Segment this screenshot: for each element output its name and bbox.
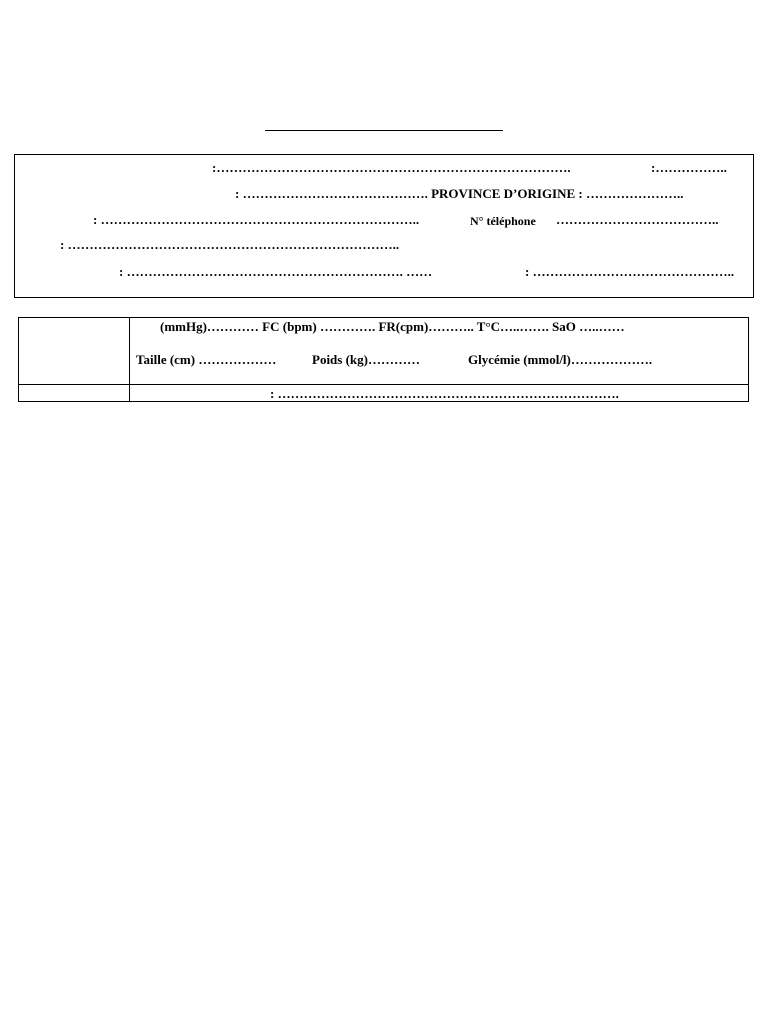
info-row-2-province[interactable]: : ……………………………………. PROVINCE D’ORIGINE : ………………….. bbox=[235, 186, 684, 201]
vitals-row-1[interactable]: (mmHg)………… FC (bpm) …………. FR(cpm)……….. T°C…..……. SaO …..…… bbox=[160, 319, 625, 334]
info-row-4-field-a[interactable]: : ………………………………………………………………….. bbox=[60, 237, 400, 252]
taille-field[interactable]: Taille (cm) ……………… bbox=[136, 352, 277, 367]
info-row-5-field-b[interactable]: : ……………………………………….. bbox=[525, 264, 735, 279]
table-column-divider bbox=[129, 318, 130, 401]
table-row-divider bbox=[19, 384, 748, 385]
phone-label: N° téléphone bbox=[470, 214, 536, 228]
phone-field[interactable]: ……………………………….. bbox=[556, 212, 719, 227]
glycemie-field[interactable]: Glycémie (mmol/l)………………. bbox=[468, 352, 653, 367]
title-underline bbox=[265, 130, 503, 131]
vitals-row-3[interactable]: : ……………………………………………………………………. bbox=[270, 386, 619, 401]
poids-field[interactable]: Poids (kg)………… bbox=[312, 352, 420, 367]
patient-info-box bbox=[14, 154, 754, 298]
info-row-3-field-a[interactable]: : ……………………………………………………………….. bbox=[93, 212, 420, 227]
info-row-1-field-a[interactable]: :………………………………………………………………………. bbox=[212, 160, 571, 175]
info-row-5-field-a[interactable]: : ………………………………………………………. …… bbox=[119, 264, 433, 279]
info-row-1-field-b[interactable]: :…………….. bbox=[651, 160, 727, 175]
vitals-table bbox=[18, 317, 749, 402]
